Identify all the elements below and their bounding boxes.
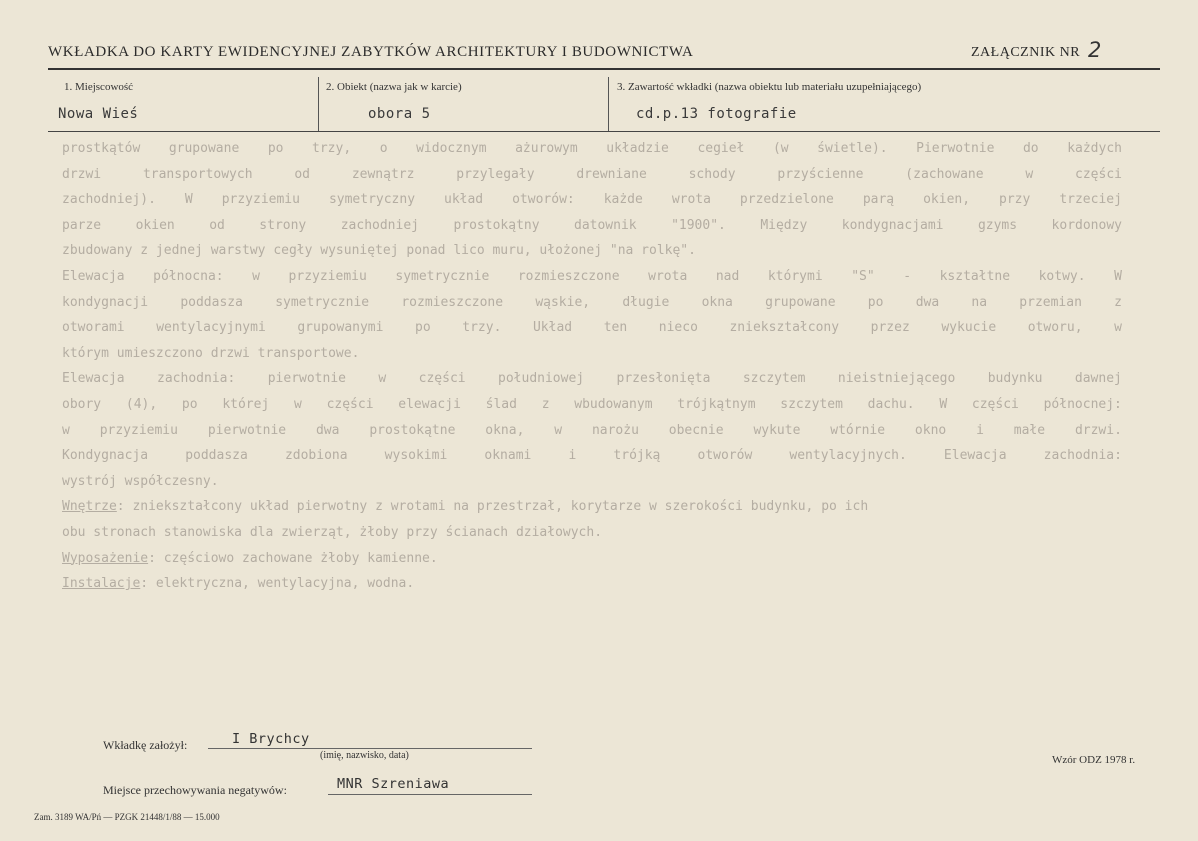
word: od (209, 217, 225, 233)
word: okno (914, 422, 947, 438)
word: w (294, 396, 302, 412)
word: i (976, 422, 984, 438)
word: narożu (591, 422, 639, 438)
word: Układ (532, 320, 573, 336)
word: w (1025, 166, 1034, 182)
text-line (62, 162, 1122, 188)
insert-author-line (208, 748, 532, 749)
word: grupowane (168, 141, 240, 156)
word: otworów: (512, 192, 575, 208)
word: przylegały (456, 166, 535, 182)
word: prostkątów (62, 141, 141, 156)
word: strony (259, 217, 307, 233)
insert-author-value: I Brychcy (232, 731, 310, 747)
installations-heading: Instalacje (62, 576, 141, 592)
word: otworami (62, 320, 125, 336)
word: długie (622, 294, 670, 310)
word: szczytem (742, 371, 806, 387)
text-line (62, 213, 1122, 239)
word: W (184, 192, 193, 208)
word: trójką (613, 448, 661, 464)
word: drewniane (576, 166, 647, 182)
word: otworów (697, 448, 753, 464)
word: w (378, 371, 387, 387)
interior-line (62, 494, 1122, 520)
attachment-number (971, 38, 1102, 62)
word: szczytem (780, 396, 843, 412)
word: cegieł (697, 141, 745, 156)
word: każde (603, 192, 643, 208)
word: układzie (606, 141, 669, 156)
equipment-text: : częściowo zachowane żłoby kamienne. (148, 550, 438, 566)
word: po (415, 320, 431, 336)
word: "S" (851, 268, 875, 284)
word: grupowane (765, 294, 836, 310)
word: wykute (753, 422, 801, 438)
word: na (971, 294, 988, 310)
word: ślad (485, 396, 517, 412)
word: rozmieszczone (401, 294, 504, 310)
word: i (568, 448, 577, 464)
word: północna: (153, 268, 224, 284)
location-value: Nowa Wieś (58, 106, 139, 122)
word: drzwi. (1074, 422, 1122, 438)
word: przesłonięta (616, 371, 711, 387)
word: dachu. (867, 396, 915, 412)
word: wysokimi (384, 448, 448, 464)
text-line (62, 290, 1122, 316)
word: z (1114, 294, 1122, 310)
word: symetrycznie (395, 268, 490, 284)
word: którymi (767, 268, 823, 284)
word: oknami (484, 448, 532, 464)
equipment-heading: Wyposażenie (62, 550, 149, 566)
interior-heading: Wnętrze (62, 499, 117, 515)
word: okien (135, 217, 175, 233)
word: wykucie (941, 320, 997, 336)
top-rule (48, 68, 1160, 70)
word: wrota (671, 192, 711, 208)
word: przyziemiu (288, 268, 367, 284)
word: (4), (125, 396, 158, 412)
word: przyścienne (777, 166, 864, 182)
field-divider (608, 77, 609, 132)
word: przedzielone (739, 192, 834, 208)
word: okna (701, 294, 733, 310)
text-line: zbudowany z jednej warstwy cegły wysuniętej ponad lico muru, ułożonej "na rolkę". (62, 243, 696, 259)
word: wentylacyjnymi (156, 320, 266, 336)
word: układ (444, 192, 484, 208)
word: zachodniej). (62, 192, 156, 208)
word: po (181, 396, 198, 412)
text-line (62, 418, 1122, 444)
text-line (62, 264, 1122, 290)
word: przemian (1019, 294, 1082, 310)
word: trzeciej (1059, 192, 1122, 208)
word: Elewacja (62, 268, 125, 284)
word: W (1114, 268, 1122, 284)
text-line (62, 136, 1122, 162)
word: południowej (498, 371, 585, 387)
word: dawnej (1074, 371, 1122, 387)
word: wrota (648, 268, 688, 284)
word: nieco (658, 320, 698, 336)
word: kształtne (939, 268, 1011, 284)
text-line: którym umieszczono drzwi transportowe. (62, 345, 360, 361)
word: ten (603, 320, 628, 336)
word: zewnątrz (351, 166, 415, 182)
word: (zachowane (905, 166, 984, 182)
word: w (252, 268, 260, 284)
word: do (1022, 141, 1039, 156)
word: z (541, 396, 550, 412)
installations-text: : elektryczna, wentylacyjna, wodna. (140, 576, 415, 592)
word: prostokątne (369, 422, 456, 438)
word: W (939, 396, 948, 412)
text-line (62, 187, 1122, 213)
word: elewacji (398, 396, 461, 412)
word: drzwi (62, 166, 102, 182)
form-template-note: Wzór ODZ 1978 r. (1052, 754, 1136, 766)
word: przyziemiu (221, 192, 300, 208)
text-line (62, 315, 1122, 341)
word: w (62, 422, 70, 438)
word: okien, (923, 192, 971, 208)
word: części (1075, 166, 1122, 182)
description-text (62, 136, 1122, 597)
text-line: obu stronach stanowiska dla zwierząt, żłoby przy ścianach działowych. (62, 524, 603, 540)
word: trzy. (462, 320, 502, 336)
word: obecnie (668, 422, 724, 438)
content-value: cd.p.13 fotografie (636, 106, 797, 122)
word: datownik (574, 217, 637, 233)
word: poddasza (180, 294, 243, 310)
field-rule (48, 131, 1160, 132)
word: transportowych (142, 166, 253, 182)
word: Między (760, 217, 808, 233)
word: zdobiona (284, 448, 348, 464)
word: świetle). (817, 141, 888, 156)
word: trójkątnym (677, 396, 756, 412)
word: grupowanymi (297, 320, 384, 336)
word: przy (999, 192, 1031, 208)
word: od (294, 166, 310, 182)
word: każdych (1067, 141, 1122, 156)
insert-author-hint: (imię, nazwisko, data) (320, 750, 409, 761)
location-label: 1. Miejscowość (64, 81, 134, 93)
word: symetrycznie (275, 294, 370, 310)
word: pierwotnie (267, 371, 346, 387)
field-divider (318, 77, 319, 132)
negatives-location-label: Miejsce przechowywania negatywów: (103, 783, 287, 797)
word: obory (62, 396, 102, 412)
interior-text: : zniekształcony układ pierwotny z wrotami na przestrzał, korytarze w szerokości budynku, po ich (116, 499, 869, 515)
word: wbudowanym (574, 396, 653, 412)
word: dwa (315, 422, 340, 438)
word: Elewacja (62, 371, 125, 387)
word: kondygnacji (62, 294, 149, 310)
word: pierwotnie (207, 422, 287, 438)
print-code: Zam. 3189 WA/Pń — PZGK 21448/1/88 — 15.000 (34, 812, 220, 822)
word: prostokątny (453, 217, 540, 233)
word: Pierwotnie (916, 141, 995, 156)
word: budynku (987, 371, 1043, 387)
installations-line (62, 571, 1122, 597)
word: ażurowym (515, 141, 578, 156)
word: po (867, 294, 884, 310)
text-line (62, 392, 1122, 418)
word: okna, (485, 422, 525, 438)
word: przyziemiu (99, 422, 178, 438)
word: wtórnie (830, 422, 886, 438)
word: części (326, 396, 374, 412)
word: (w (772, 141, 789, 156)
word: Kondygnacja (62, 448, 149, 464)
word: zniekształcony (729, 320, 840, 336)
word: małe (1013, 422, 1046, 438)
equipment-line (62, 546, 1122, 572)
word: części (971, 396, 1019, 412)
word: zachodniej (340, 217, 419, 233)
attachment-number-value: 2 (1088, 38, 1102, 62)
negatives-location-line (328, 794, 532, 795)
word: kondygnacjami (841, 217, 944, 233)
text-line (62, 443, 1122, 469)
word: kotwy. (1038, 268, 1086, 284)
word: poddasza (185, 448, 248, 464)
word: przez (870, 320, 910, 336)
text-line (62, 366, 1122, 392)
word: w (1114, 320, 1122, 336)
negatives-location-value: MNR Szreniawa (337, 776, 450, 792)
word: rozmieszczone (517, 268, 620, 284)
text-line: wystrój współczesny. (62, 473, 219, 489)
word: wentylacyjnych. (789, 448, 907, 464)
word: gzyms (977, 217, 1018, 233)
word: parze (62, 217, 102, 233)
word: której (222, 396, 270, 412)
word: parą (862, 192, 895, 208)
word: "1900". (671, 217, 726, 233)
object-value: obora 5 (368, 106, 431, 122)
word: schody (688, 166, 736, 182)
word: północnej: (1043, 396, 1122, 412)
word: otworu, (1027, 320, 1083, 336)
form-title: WKŁADKA DO KARTY EWIDENCYJNEJ ZABYTKÓW ARCHITEKTURY I BUDOWNICTWA (48, 44, 694, 60)
content-label: 3. Zawartość wkładki (nazwa obiektu lub materiału uzupełniającego) (617, 81, 922, 93)
word: po (267, 141, 284, 156)
word: widocznym (416, 141, 487, 156)
word: o (379, 141, 388, 156)
word: wąskie, (535, 294, 591, 310)
word: nad (715, 268, 740, 284)
object-label: 2. Obiekt (nazwa jak w karcie) (326, 81, 462, 93)
word: dwa (915, 294, 940, 310)
word: zachodnia: (157, 371, 236, 387)
insert-author-label: Wkładkę założył: (103, 738, 188, 752)
word: Elewacja (943, 448, 1007, 464)
word: - (903, 268, 912, 284)
word: symetryczny (328, 192, 416, 208)
word: kordonowy (1051, 217, 1122, 233)
word: zachodnia: (1043, 448, 1122, 464)
word: w (554, 422, 563, 438)
attachment-label: ZAŁĄCZNIK NR (971, 45, 1081, 60)
word: nieistniejącego (837, 371, 956, 387)
word: części (418, 371, 466, 387)
word: trzy, (312, 141, 352, 156)
